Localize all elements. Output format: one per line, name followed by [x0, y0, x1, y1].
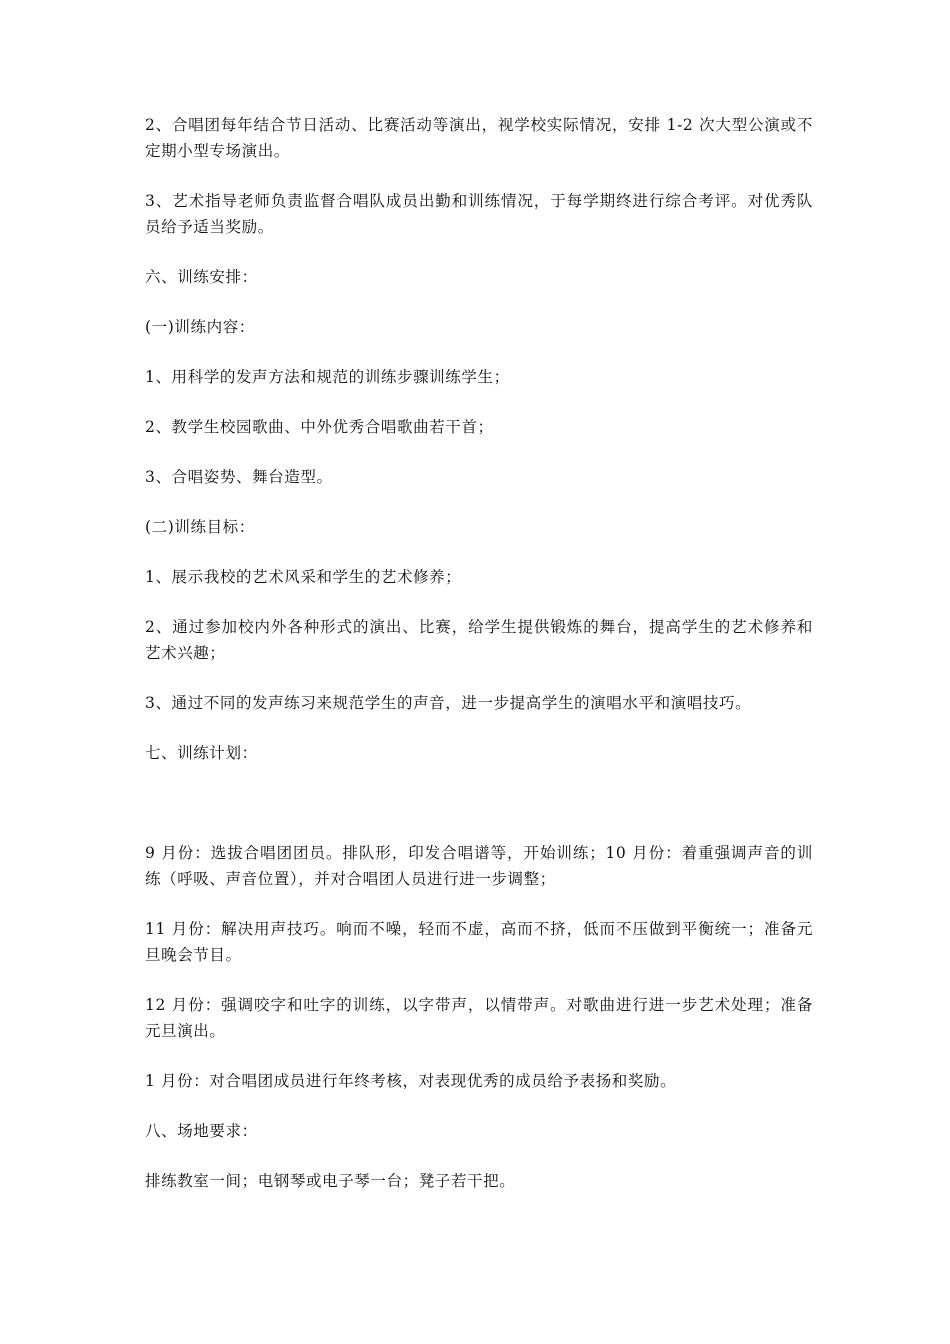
heading-training-arrangement: 六、训练安排： [145, 268, 258, 286]
plan-september-october: 9 月份：选拔合唱团团员。排队形，印发合唱谱等，开始训练；10 月份：着重强调声音的训练（呼吸、声音位置），并对合唱团人员进行进一步调整； [145, 844, 813, 888]
list-item-content-2: 2、教学生校园歌曲、中外优秀合唱歌曲若干首； [145, 418, 494, 436]
plan-december: 12 月份：强调咬字和吐字的训练，以字带声，以情带声。对歌曲进行进一步艺术处理；准备元旦演出。 [145, 996, 813, 1040]
heading-training-plan: 七、训练计划： [145, 744, 258, 762]
list-item-content-1: 1、用科学的发声方法和规范的训练步骤训练学生； [145, 368, 510, 386]
paragraph-performance: 2、合唱团每年结合节日活动、比赛活动等演出，视学校实际情况，安排 1-2 次大型公演或不定期小型专场演出。 [145, 116, 813, 160]
list-item-goal-3: 3、通过不同的发声练习来规范学生的声音，进一步提高学生的演唱水平和演唱技巧。 [145, 694, 752, 712]
plan-november: 11 月份：解决用声技巧。响而不噪，轻而不虚，高而不挤，低而不压做到平衡统一；准备元旦晚会节目。 [145, 920, 813, 964]
document-body [145, 112, 813, 1194]
paragraph-evaluation: 3、艺术指导老师负责监督合唱队成员出勤和训练情况，于每学期终进行综合考评。对优秀队员给予适当奖励。 [145, 192, 813, 236]
venue-requirements-text: 排练教室一间；电钢琴或电子琴一台；凳子若干把。 [145, 1172, 516, 1190]
list-item-goal-1: 1、展示我校的艺术风采和学生的艺术修养； [145, 568, 462, 586]
list-item-goal-2: 2、通过参加校内外各种形式的演出、比赛，给学生提供锻炼的舞台，提高学生的艺术修养和艺术兴趣； [145, 618, 813, 662]
list-item-content-3: 3、合唱姿势、舞台造型。 [145, 468, 333, 486]
heading-venue-requirements: 八、场地要求： [145, 1122, 258, 1140]
subheading-training-goals: (二)训练目标： [145, 518, 255, 536]
subheading-training-content: (一)训练内容： [145, 318, 255, 336]
plan-january: 1 月份：对合唱团成员进行年终考核，对表现优秀的成员给予表扬和奖励。 [145, 1072, 677, 1090]
